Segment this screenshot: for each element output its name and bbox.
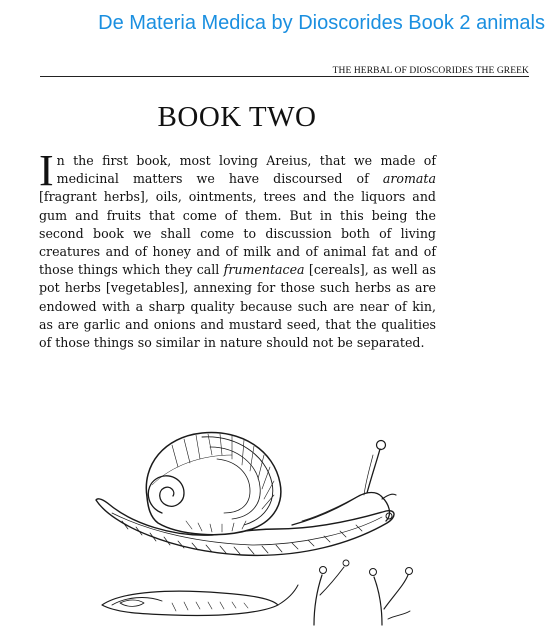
- chapter-heading: BOOK TWO: [157, 101, 317, 133]
- paragraph-text-2: [fragrant herbs], oils, ointments, trees and the liquors and gum and fruits that come of them. But in this being the second book we shall come to discussion both of living creatures and of honey and of milk and of animal fat and of those things which they call: [39, 189, 436, 278]
- paragraph-text-3: [cereals], as well as pot herbs [vegetables], annexing for those such herbs as are endowed with a sharp quality because such are near of kin, as are garlic and onions and mustard seed, that the qualities of those things so similar in nature should not be separated.: [39, 262, 436, 351]
- drop-cap: I: [39, 146, 54, 195]
- document-title: De Materia Medica by Dioscorides Book 2 animals: [98, 12, 545, 34]
- italic-term-aromata: aromata: [382, 171, 436, 187]
- italic-term-frumentacea: frumentacea: [223, 262, 305, 278]
- slug-body: [102, 591, 278, 615]
- snail-head: [292, 493, 389, 526]
- header-rule: [40, 76, 529, 77]
- running-head: THE HERBAL OF DIOSCORIDES THE GREEK: [332, 66, 529, 76]
- tentacle-sketch-right: [374, 577, 382, 625]
- tentacle-sketch-left: [314, 575, 322, 625]
- snail-illustration: [52, 425, 422, 627]
- snail-shell: [146, 433, 281, 535]
- paragraph-text-1: n the first book, most loving Areius, that we made of medicinal matters we have discoursed of: [56, 153, 436, 187]
- body-paragraph: [39, 146, 436, 352]
